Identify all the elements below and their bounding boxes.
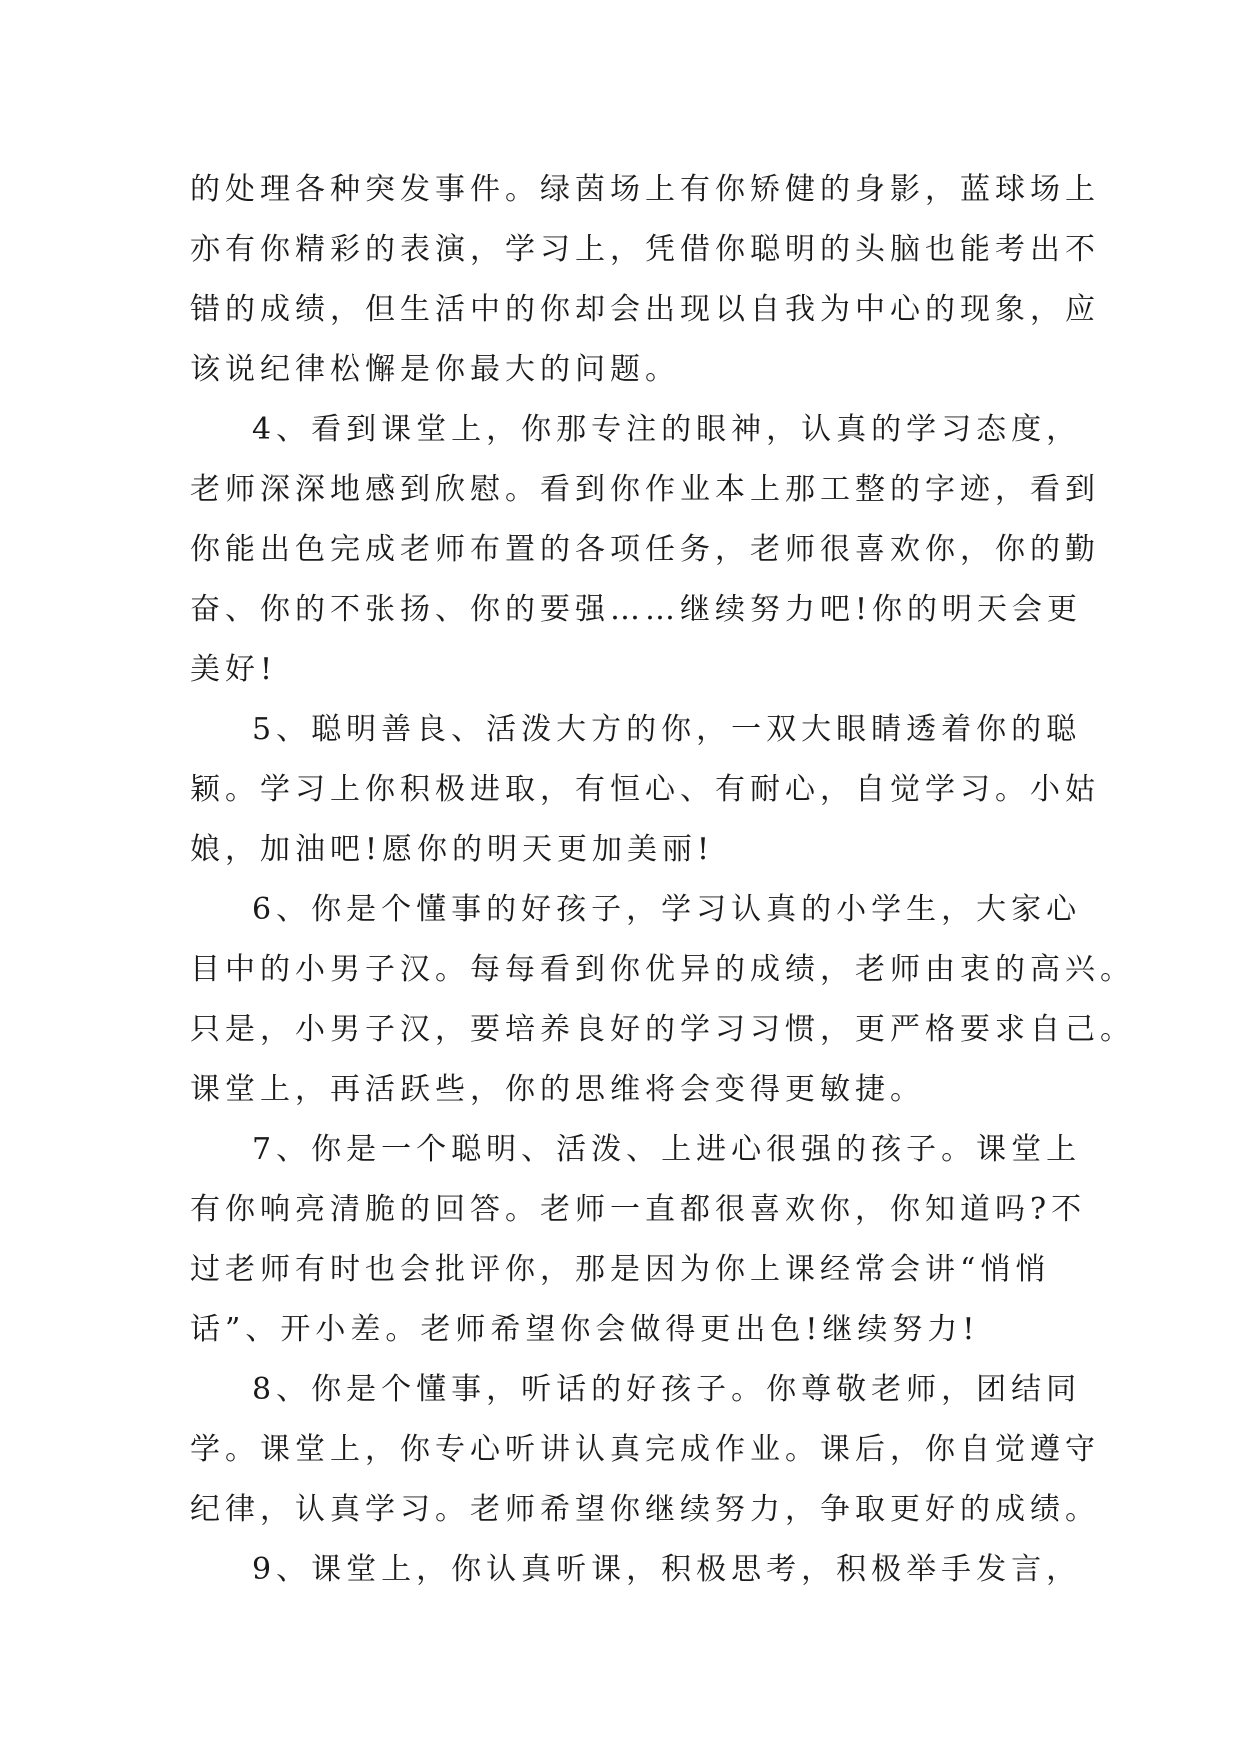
text-line: 美好! (190, 652, 278, 687)
text-line: 纪律，认真学习。老师希望你继续努力，争取更好的成绩。 (190, 1492, 1100, 1527)
text-line: 只是，小男子汉，要培养良好的学习习惯，更严格要求自己。 (190, 1012, 1135, 1047)
text-line: 6、你是个懂事的好孩子，学习认真的小学生，大家心 (252, 892, 1082, 927)
text-line: 话”、开小差。老师希望你会做得更出色!继续努力! (190, 1312, 980, 1347)
paragraph-8 (190, 1360, 1100, 1540)
text-line: 你能出色完成老师布置的各项任务，老师很喜欢你，你的勤 (190, 532, 1100, 567)
text-line: 的处理各种突发事件。绿茵场上有你矫健的身影，蓝球场上 (190, 172, 1100, 207)
document-body (190, 160, 1135, 1600)
text-line: 4、看到课堂上，你那专注的眼神，认真的学习态度， (252, 412, 1082, 447)
text-line: 过老师有时也会批评你，那是因为你上课经常会讲“悄悄 (190, 1252, 1051, 1287)
paragraph-5 (190, 700, 1100, 880)
paragraph-4 (190, 400, 1100, 700)
paragraph-7 (190, 1120, 1087, 1360)
text-line: 该说纪律松懈是你最大的问题。 (190, 352, 680, 387)
text-line: 颖。学习上你积极进取，有恒心、有耐心，自觉学习。小姑 (190, 772, 1100, 807)
text-line: 8、你是个懂事，听话的好孩子。你尊敬老师，团结同 (252, 1372, 1082, 1407)
text-line: 7、你是一个聪明、活泼、上进心很强的孩子。课堂上 (252, 1132, 1082, 1167)
paragraph-continued (190, 160, 1100, 400)
text-line: 娘，加油吧!愿你的明天更加美丽! (190, 832, 715, 867)
text-line: 目中的小男子汉。每每看到你优异的成绩，老师由衷的高兴。 (190, 952, 1135, 987)
text-line: 奋、你的不张扬、你的要强……继续努力吧!你的明天会更 (190, 592, 1083, 627)
text-line: 9、课堂上，你认真听课，积极思考，积极举手发言， (252, 1552, 1082, 1587)
text-line: 错的成绩，但生活中的你却会出现以自我为中心的现象，应 (190, 292, 1100, 327)
paragraph-9 (190, 1540, 1082, 1600)
paragraph-6 (190, 880, 1135, 1120)
text-line: 老师深深地感到欣慰。看到你作业本上那工整的字迹，看到 (190, 472, 1100, 507)
text-line: 5、聪明善良、活泼大方的你，一双大眼睛透着你的聪 (252, 712, 1082, 747)
text-line: 有你响亮清脆的回答。老师一直都很喜欢你，你知道吗?不 (190, 1192, 1087, 1227)
text-line: 学。课堂上，你专心听讲认真完成作业。课后，你自觉遵守 (190, 1432, 1100, 1467)
text-line: 亦有你精彩的表演，学习上，凭借你聪明的头脑也能考出不 (190, 232, 1100, 267)
text-line: 课堂上，再活跃些，你的思维将会变得更敏捷。 (190, 1072, 925, 1107)
